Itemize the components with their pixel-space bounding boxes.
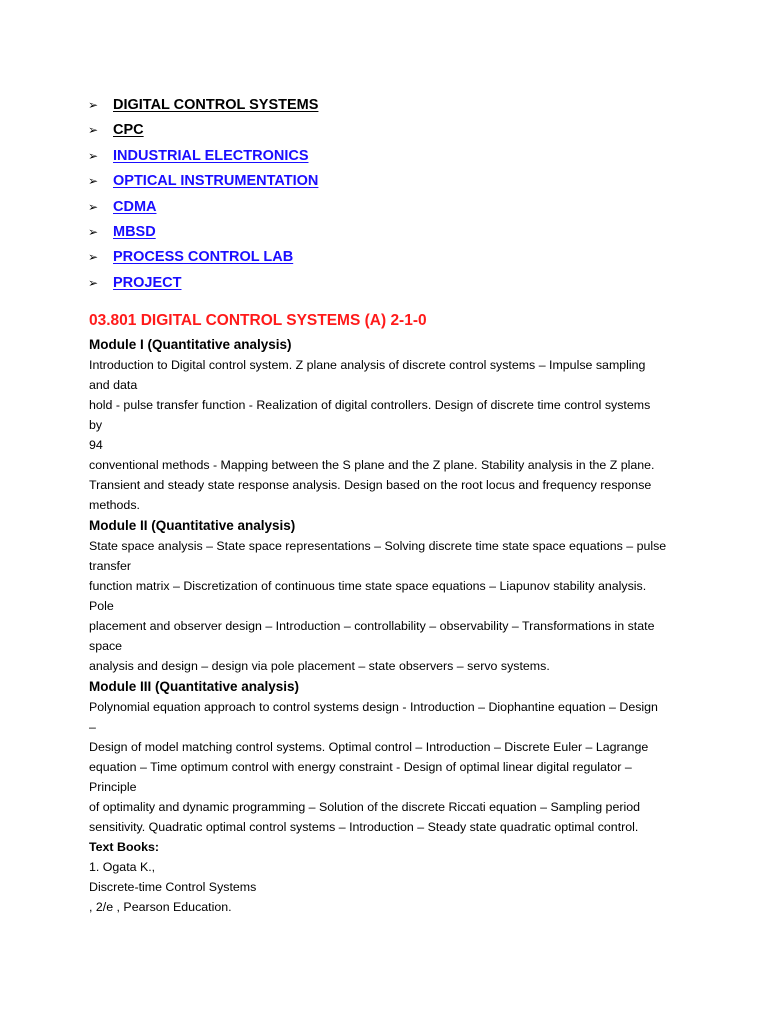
module-1-body [89, 355, 689, 515]
module-1-line: Transient and steady state response analysis. Design based on the root locus and frequency response [89, 478, 652, 492]
module-3-line: of optimality and dynamic programming – Solution of the discrete Riccati equation – Sampling period [89, 800, 640, 814]
toc-item-cpc [88, 118, 318, 143]
arrow-bullet-icon: ➢ [88, 199, 99, 214]
toc-item-project [88, 271, 318, 296]
module-1-heading: Module I (Quantitative analysis) [89, 337, 292, 352]
course-title: 03.801 DIGITAL CONTROL SYSTEMS (A) 2-1-0 [89, 312, 427, 329]
module-1-line: Introduction to Digital control system. Z plane analysis of discrete control systems – Impulse sampling [89, 358, 646, 372]
module-1-line: by [89, 418, 103, 432]
page-number-94: 94 [89, 438, 103, 452]
module-1-line: and data [89, 378, 138, 392]
arrow-bullet-icon: ➢ [88, 250, 99, 265]
module-3-line: – [89, 720, 96, 734]
module-3-line: Design of model matching control systems. Optimal control – Introduction – Discrete Euler – Lagrange [89, 740, 649, 754]
module-2-line: Pole [89, 599, 114, 613]
module-3-line: Principle [89, 780, 137, 794]
toc-item-digital-control-systems [88, 93, 318, 118]
arrow-bullet-icon: ➢ [88, 123, 99, 138]
link-cdma[interactable]: CDMA [113, 198, 157, 215]
module-3-line: sensitivity. Quadratic optimal control systems – Introduction – Steady state quadratic optimal control. [89, 820, 639, 834]
link-optical-instrumentation[interactable]: OPTICAL INSTRUMENTATION [113, 173, 319, 190]
toc-item-process-control-lab [88, 245, 318, 270]
link-process-control-lab[interactable]: PROCESS CONTROL LAB [113, 249, 294, 266]
module-1-line: hold - pulse transfer function - Realization of digital controllers. Design of discrete time control systems [89, 398, 651, 412]
module-2-line: placement and observer design – Introduction – controllability – observability – Transformations in state [89, 619, 655, 633]
module-3-body [89, 697, 689, 837]
link-cpc[interactable]: CPC [113, 122, 144, 139]
toc-item-industrial-electronics [88, 144, 318, 169]
arrow-bullet-icon: ➢ [88, 174, 99, 189]
link-project[interactable]: PROJECT [113, 274, 182, 291]
link-mbsd[interactable]: MBSD [113, 223, 156, 240]
arrow-bullet-icon: ➢ [88, 275, 99, 290]
module-2-line: transfer [89, 559, 132, 573]
module-2-body [89, 536, 689, 676]
module-3-line: Polynomial equation approach to control systems design - Introduction – Diophantine equation – Design [89, 700, 658, 714]
course-link-list [88, 93, 318, 296]
link-industrial-electronics[interactable]: INDUSTRIAL ELECTRONICS [113, 147, 309, 164]
toc-item-cdma [88, 195, 318, 220]
arrow-bullet-icon: ➢ [88, 98, 99, 112]
text-book-line: 1. Ogata K., [89, 860, 156, 874]
module-1-line: conventional methods - Mapping between the S plane and the Z plane. Stability analysis in the Z plane. [89, 458, 655, 472]
toc-item-optical-instrumentation [88, 169, 318, 194]
module-3-heading: Module III (Quantitative analysis) [89, 679, 300, 694]
arrow-bullet-icon: ➢ [88, 224, 99, 239]
module-2-line: analysis and design – design via pole placement – state observers – servo systems. [89, 659, 550, 673]
toc-item-mbsd [88, 220, 318, 245]
module-3-line: equation – Time optimum control with energy constraint - Design of optimal linear digital regulator – [89, 760, 632, 774]
text-book-line: , 2/e , Pearson Education. [89, 900, 232, 914]
text-books-heading: Text Books: [89, 840, 159, 854]
text-book-line: Discrete-time Control Systems [89, 880, 257, 894]
arrow-bullet-icon: ➢ [88, 148, 99, 163]
module-1-line: methods. [89, 498, 140, 512]
module-2-line: State space analysis – State space representations – Solving discrete time state space equations – pulse [89, 539, 667, 553]
syllabus-content [89, 309, 689, 917]
module-2-line: space [89, 639, 123, 653]
link-digital-control-systems[interactable]: DIGITAL CONTROL SYSTEMS [113, 97, 319, 113]
module-2-line: function matrix – Discretization of continuous time state space equations – Liapunov stability analysis. [89, 579, 647, 593]
module-2-heading: Module II (Quantitative analysis) [89, 518, 296, 533]
text-books-list [89, 857, 689, 917]
